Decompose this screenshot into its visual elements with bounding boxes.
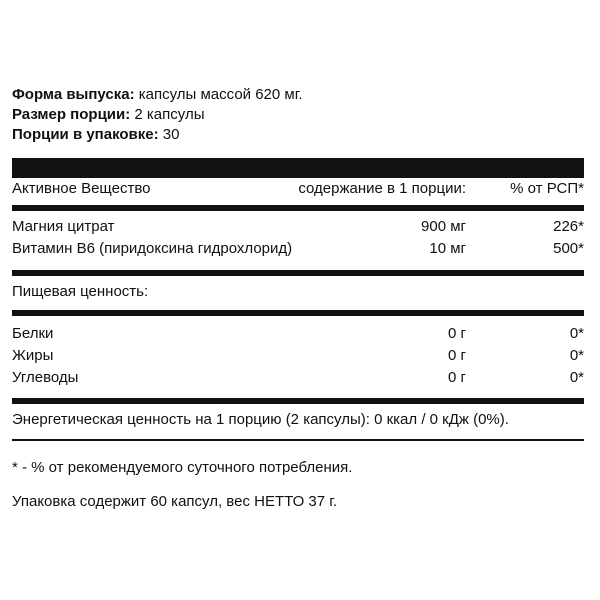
table-row <box>12 323 584 345</box>
macro-amount: 0 г <box>448 346 466 364</box>
table-row <box>12 345 584 367</box>
macro-amount: 0 г <box>448 368 466 386</box>
ingredient-daily-value: 500* <box>553 239 584 257</box>
ingredient-name: Магния цитрат <box>12 217 115 235</box>
macros-section <box>12 310 584 398</box>
table-row <box>12 238 584 260</box>
energy-value-line: Энергетическая ценность на 1 порцию (2 капсулы): 0 ккал / 0 кДж (0%). <box>12 410 509 428</box>
table-header-row <box>12 178 584 205</box>
macro-name: Углеводы <box>12 368 79 386</box>
product-intro <box>12 85 588 145</box>
package-contents-note: Упаковка содержит 60 капсул, вес НЕТТО 37 г. <box>12 493 338 510</box>
macro-daily-value: 0* <box>569 368 584 386</box>
serving-size-line <box>12 105 588 125</box>
header-daily-value: % от РСП* <box>510 180 584 197</box>
ingredient-name: Витамин B6 (пиридоксина гидрохлорид) <box>12 239 293 257</box>
macro-daily-value: 0* <box>569 346 584 364</box>
ingredient-amount: 10 мг <box>429 239 466 257</box>
macro-name: Белки <box>12 324 54 342</box>
macro-daily-value: 0* <box>569 324 584 342</box>
macro-amount: 0 г <box>448 324 466 342</box>
serving-size-label: Размер порции: <box>12 106 131 123</box>
ingredient-amount: 900 мг <box>421 217 466 235</box>
macro-name: Жиры <box>12 346 54 364</box>
header-amount-per-serving: содержание в 1 порции: <box>298 180 466 197</box>
release-form-value: капсулы массой 620 мг. <box>138 86 303 103</box>
header-active-substance: Активное Вещество <box>12 180 151 197</box>
release-form-label: Форма выпуска: <box>12 86 135 103</box>
servings-per-pack-label: Порции в упаковке: <box>12 126 159 143</box>
table-row <box>12 367 584 389</box>
nutrition-value-section <box>12 270 584 310</box>
top-thick-bar <box>12 158 584 178</box>
facts-table <box>12 158 584 441</box>
servings-per-pack-value: 30 <box>162 126 180 143</box>
ingredient-daily-value: 226* <box>553 217 584 235</box>
serving-size-value: 2 капсулы <box>134 106 205 123</box>
servings-per-pack-line <box>12 125 588 145</box>
ingredients-section <box>12 205 584 270</box>
release-form-line <box>12 85 588 105</box>
nutrition-value-label: Пищевая ценность: <box>12 282 149 300</box>
table-row <box>12 216 584 238</box>
energy-section <box>12 398 584 439</box>
daily-value-footnote: * - % от рекомендуемого суточного потребления. <box>12 459 353 476</box>
